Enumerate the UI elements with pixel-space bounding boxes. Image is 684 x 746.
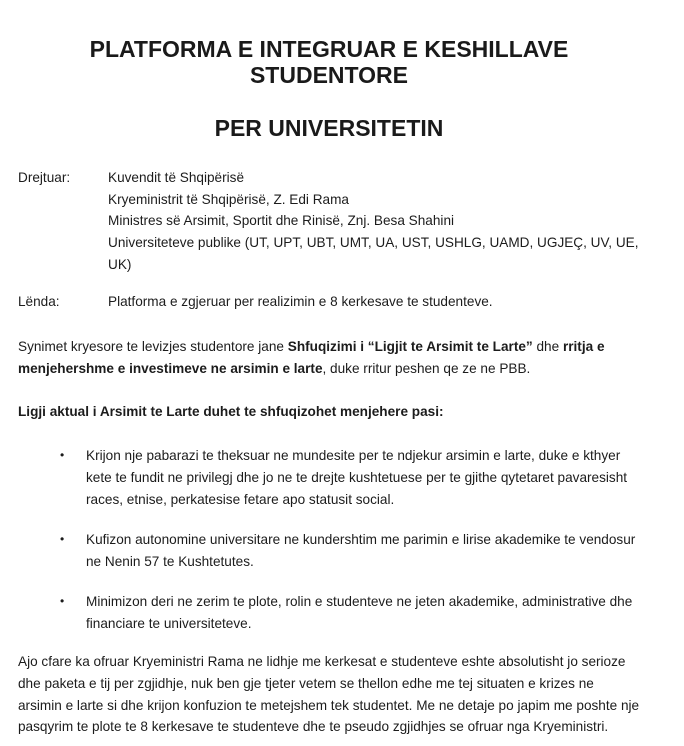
aims-tail: , duke rritur peshen qe ze ne PBB. [322,360,531,376]
document-title-line1: PLATFORMA E INTEGRUAR E KESHILLAVE STUDENTORE [89,36,569,88]
bullet-item [18,445,640,510]
document-title [18,36,640,141]
recipients-block [18,167,640,276]
bullet-item [18,591,640,634]
subject-text: Platforma e zgjeruar per realizimin e 8 kerkesave te studenteve. [108,293,493,309]
bullet-list [18,445,640,634]
bullet-dot-icon: • [60,531,65,546]
recipient-line: Universiteteve publike (UT, UPT, UBT, UMT, UA, UST, USHLG, UAMD, UGJEÇ, UV, UE, UK) [108,235,639,272]
subject-block [18,291,640,313]
recipient-line: Kuvendit të Shqipërisë [108,170,245,185]
aims-paragraph [18,336,640,379]
bullet-item [18,529,640,572]
bullet-dot-icon: • [60,448,65,463]
bullet-item-text: Krijon nje pabarazi te theksuar ne mundesite per te ndjekur arsimin e larte, duke e kthyer kete te fundit ne privilegj dhe jo ne te drejte kushtetuese per te gjithe qytetaret pavaresisht races, etnise, perkatesise fetare apo statusit social. [86,448,628,507]
recipients-list [108,167,640,276]
recipient-line: Kryeministrit të Shqipërisë, Z. Edi Rama [108,191,349,207]
recipients-label: Drejtuar: [18,170,71,185]
law-repeal-heading: Ligji aktual i Arsimit te Larte duhet te shfuqizohet menjehere pasi: [18,403,444,419]
bullet-item-text: Minimizon deri ne zerim te plote, rolin e studenteve ne jeten akademike, administrative dhe financiare te universiteteve. [86,593,633,631]
aims-bold-investment: rritja e menjehershme e investimeve ne arsimin e larte [18,339,605,376]
document-title-line2: PER UNIVERSITETIN [214,115,444,141]
bullet-dot-icon: • [60,593,65,608]
aims-lead: Synimet kryesore te levizjes studentore jane [18,339,288,355]
subject-label: Lënda: [18,293,60,309]
recipient-line: Ministres së Arsimit, Sportit dhe Rinisë, Znj. Besa Shahini [108,213,455,229]
bullet-item-text: Kufizon autonomine universitare ne kundershtim me parimin e lirise akademike te vendosur ne Nenin 57 te Kushtetutes. [86,531,636,569]
closing-paragraph: Ajo cfare ka ofruar Kryeministri Rama ne lidhje me kerkesat e studenteve eshte absolutisht jo serioze dhe paketa e tij per zgjidhje, nuk ben gje tjeter vetem se thellon edhe me tej situaten e krizes ne arsimin e larte si dhe krijon konfuzion te metejshem tek studentet. Me ne detaje po japim me poshte nje pasqyrim te plote te 8 kerkesave te studenteve dhe te pseudo zgjidhjes se ofruar nga Kryeministri. [18,654,640,735]
aims-mid: dhe [532,339,563,355]
aims-bold-law-repeal: Shfuqizimi i “Ligjit te Arsimit te Larte” [287,339,533,355]
